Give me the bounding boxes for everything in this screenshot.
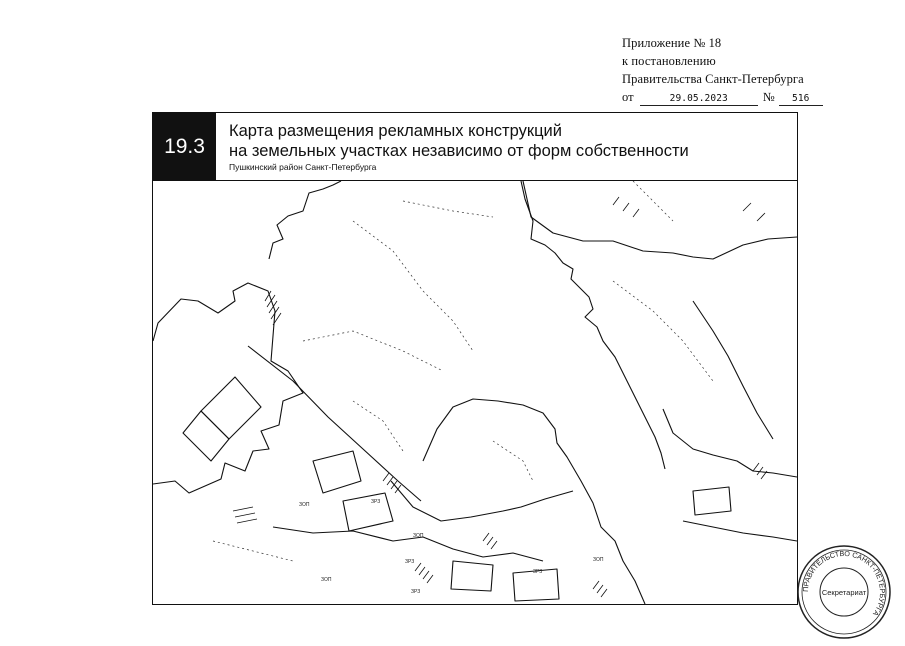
appendix-date: 29.05.2023 [640, 93, 758, 106]
section-number-badge: 19.3 [153, 113, 216, 180]
block-east [693, 487, 731, 515]
map-title [229, 121, 689, 161]
river-east [663, 409, 797, 477]
boundary-north [269, 181, 341, 259]
zone-label: ЗОП [321, 577, 332, 583]
zone-label: ЗРЗ [533, 569, 543, 575]
seal-ring-text: ПРАВИТЕЛЬСТВО САНКТ-ПЕТЕРБУРГА [800, 548, 888, 618]
map-svg [153, 181, 797, 604]
district-name: Пушкинский район Санкт-Петербурга [229, 162, 377, 172]
number-label: № [762, 90, 775, 104]
boundary-east-winding [521, 181, 665, 469]
road-south [273, 527, 543, 561]
boundary-left [153, 283, 303, 493]
appendix-government: Правительства Санкт-Петербурга [622, 72, 804, 86]
block-left2 [183, 411, 229, 461]
zone-label: ЗРЗ [405, 559, 415, 565]
appendix-number: 516 [779, 93, 823, 106]
boundary-northeast [523, 181, 797, 259]
map-frame [152, 112, 798, 605]
seal-center-text: Секретариат [821, 588, 867, 597]
zone-label: ЗОП [593, 557, 604, 563]
rail-ne [693, 301, 773, 439]
appendix-date-line [622, 88, 837, 106]
zone-label: ЗОП [413, 533, 424, 539]
official-seal [795, 543, 893, 641]
block-left [201, 377, 261, 439]
zone-label: ЗОП [299, 502, 310, 508]
map-title-line2: на земельных участках независимо от форм собственности [229, 142, 689, 160]
road-diagonal [248, 346, 421, 501]
zone-label: ЗРЗ [411, 589, 421, 595]
seal-svg [795, 543, 893, 641]
map-header [153, 113, 797, 181]
road-center [391, 481, 573, 521]
appendix-resolution: к постановлению [622, 54, 716, 68]
from-label: от [622, 90, 634, 104]
appendix-block [622, 34, 837, 106]
road-east [683, 521, 797, 541]
block-center2 [343, 493, 393, 531]
zone-label: ЗРЗ [371, 499, 381, 505]
block-south [451, 561, 493, 591]
map-title-line1: Карта размещения рекламных конструкций [229, 122, 562, 140]
block-center [313, 451, 361, 493]
appendix-title: Приложение № 18 [622, 36, 722, 50]
map-canvas[interactable] [153, 181, 797, 604]
